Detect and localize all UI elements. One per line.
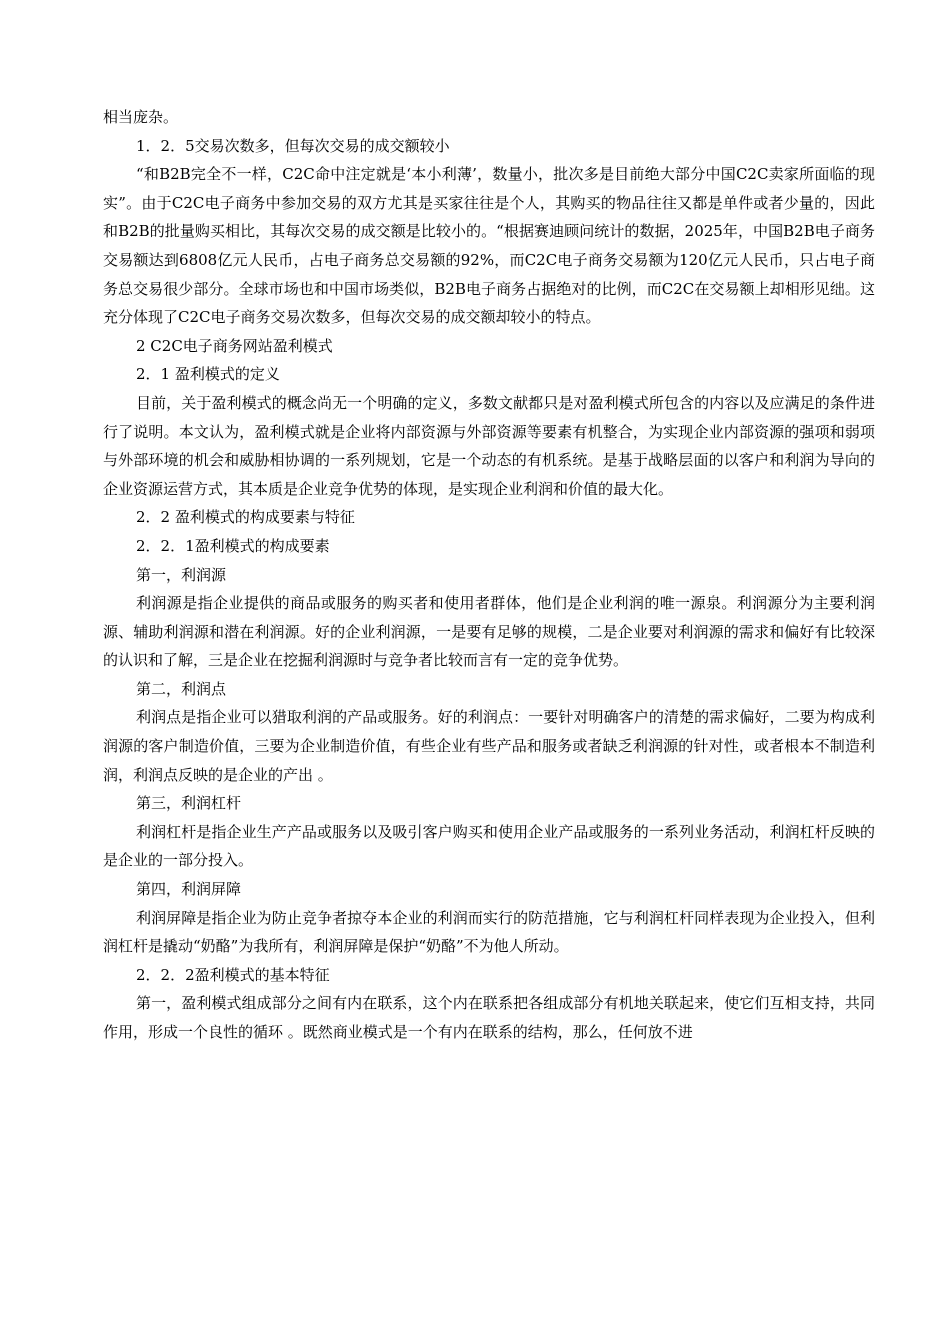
heading-2-1: 2．1 盈利模式的定义 [136, 365, 280, 384]
paragraph-basic-features: 第一，盈利模式组成部分之间有内在联系，这个内在联系把各组成部分有机地关联起来，使它们互相支持，共同作用，形成一个良性的循环 。既然商业模式是一个有内在联系的结构，那么，任何放不进 [103, 994, 875, 1041]
paragraph-c2c-transactions: “和B2B完全不一样，C2C命中注定就是‘本小利薄’，数量小，批次多是目前绝大部分中国C2C卖家所面临的现实”。由于C2C电子商务中参加交易的双方尤其是买家往往是个人，其购买的物品往往又都是单件或者少量的，因此和B2B的批量购买相比，其每次交易的成交额是比较小的。“根据赛迪顾问统计的数据，2025年，中国B2B电子商务交易额达到6808亿元人民币，占电子商务总交易额的92%，而C2C电子商务交易额为120亿元人民币，只占电子商务总交易很少部分。全球市场也和中国市场类似，B2B电子商务占据绝对的比例，而C2C在交易额上却相形见绌。这充分体现了C2C电子商务交易次数多，但每次交易的成交额却较小的特点。 [103, 165, 875, 327]
paragraph-profit-model-definition: 目前，关于盈利模式的概念尚无一个明确的定义，多数文献都只是对盈利模式所包含的内容以及应满足的条件进行了说明。本文认为，盈利模式就是企业将内部资源与外部资源等要素有机整合，为实现企业内部资源的强项和弱项与外部环境的机会和威胁相协调的一系列规划，它是一个动态的有机系统。是基于战略层面的以客户和利润为导向的企业资源运营方式，其本质是企业竞争优势的体现，是实现企业利润和价值的最大化。 [103, 393, 875, 498]
subheading-profit-barrier: 第四，利润屏障 [136, 880, 242, 899]
paragraph-profit-lever: 利润杠杆是指企业生产产品或服务以及吸引客户购买和使用企业产品或服务的一系列业务活动，利润杠杆反映的是企业的一部分投入。 [103, 822, 875, 870]
heading-2-2: 2．2 盈利模式的构成要素与特征 [136, 508, 355, 527]
heading-2-2-2: 2．2．2盈利模式的基本特征 [136, 965, 330, 984]
paragraph-profit-point: 利润点是指企业可以猎取利润的产品或服务。好的利润点：一要针对明确客户的清楚的需求偏好，二要为构成利润源的客户制造价值，三要为企业制造价值，有些企业有些产品和服务或者缺乏利润源的针对性，或者根本不制造利润，利润点反映的是企业的产出 。 [103, 708, 875, 784]
heading-section-2: 2 C2C电子商务网站盈利模式 [136, 336, 333, 355]
paragraph-continuation: 相当庞杂。 [103, 108, 179, 126]
paragraph-profit-barrier: 利润屏障是指企业为防止竞争者掠夺本企业的利润而实行的防范措施，它与利润杠杆同样表现为企业投入，但利润杠杆是撬动“奶酪”为我所有，利润屏障是保护“奶酪”不为他人所动。 [103, 908, 875, 956]
subheading-profit-lever: 第三，利润杠杆 [136, 794, 242, 813]
subheading-profit-point: 第二，利润点 [136, 679, 227, 698]
document-page [103, 103, 875, 1047]
heading-2-2-1: 2．2．1盈利模式的构成要素 [136, 536, 330, 555]
heading-1-2-5: 1．2．5交易次数多，但每次交易的成交额较小 [136, 136, 450, 155]
paragraph-profit-source: 利润源是指企业提供的商品或服务的购买者和使用者群体，他们是企业利润的唯一源泉。利润源分为主要利润源、辅助利润源和潜在利润源。好的企业利润源，一是要有足够的规模，二是企业要对利润源的需求和偏好有比较深的认识和了解，三是企业在挖掘利润源时与竞争者比较而言有一定的竞争优势。 [103, 594, 875, 670]
subheading-profit-source: 第一，利润源 [136, 565, 227, 584]
